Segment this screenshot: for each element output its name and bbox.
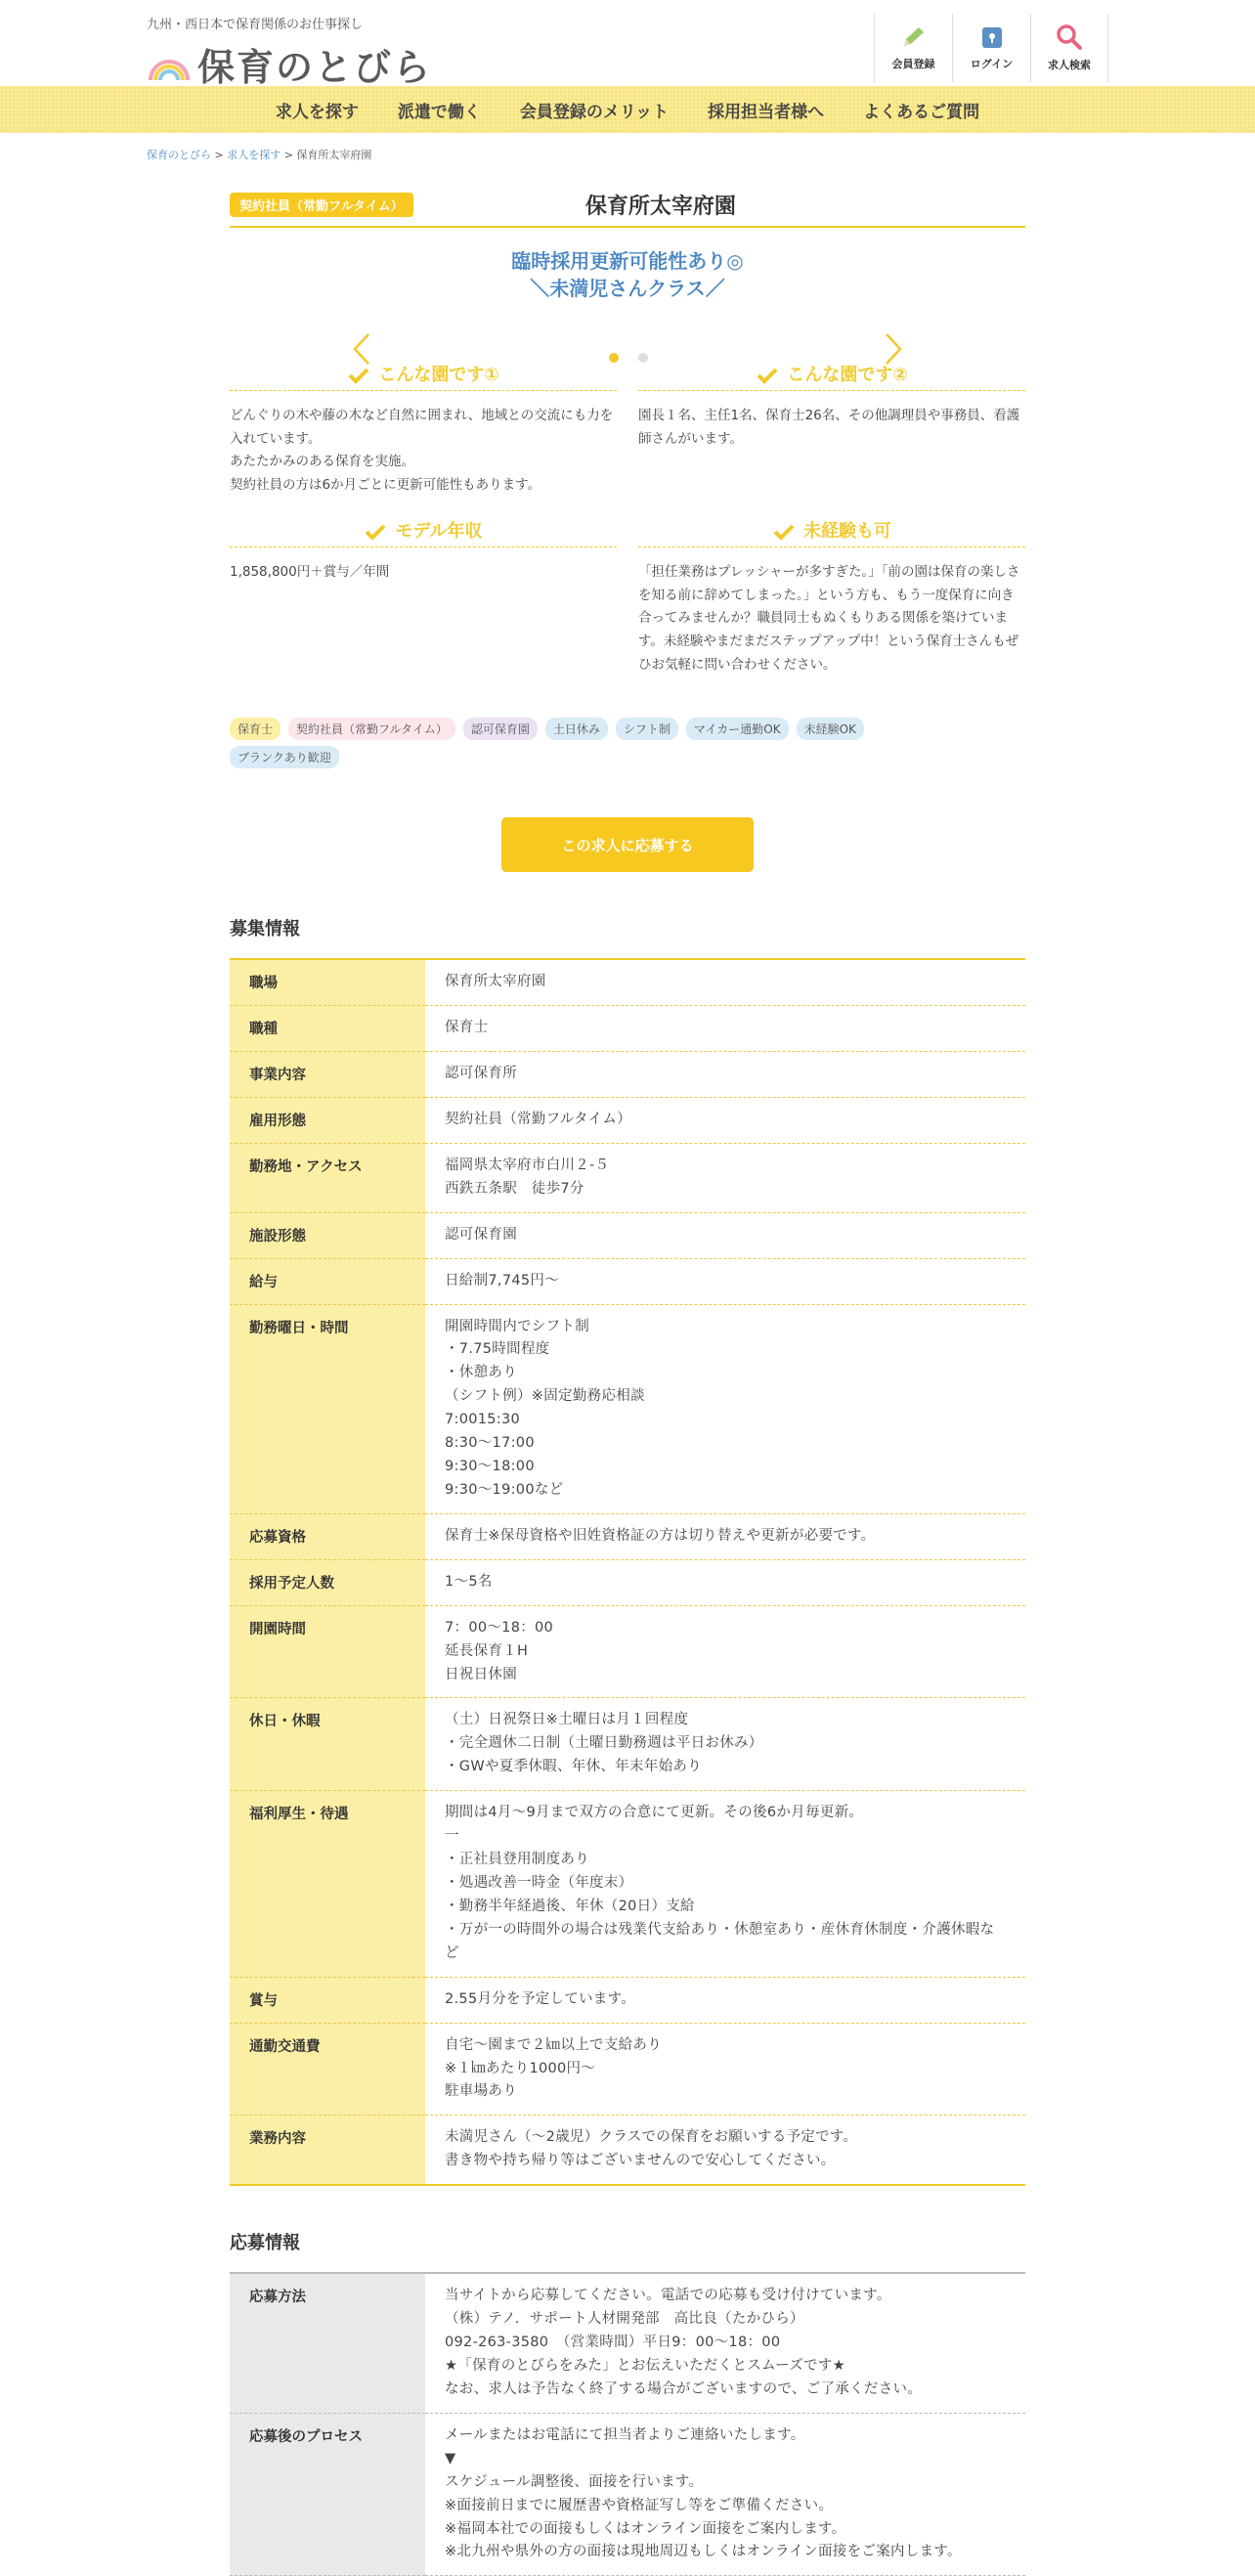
page-title: 保育所太宰府園 xyxy=(584,195,736,219)
model-income-card xyxy=(230,517,617,677)
check-icon xyxy=(756,367,779,384)
table-row xyxy=(230,1006,1025,1052)
table-row xyxy=(230,1258,1025,1304)
row-label: 給与 xyxy=(230,1258,425,1304)
row-label: 職種 xyxy=(230,1006,425,1052)
row-label: 採用予定人数 xyxy=(230,1559,425,1605)
row-label: 休日・休暇 xyxy=(230,1698,425,1791)
table-row xyxy=(230,959,1025,1005)
row-label: 業務内容 xyxy=(230,2116,425,2185)
table-row xyxy=(230,1212,1025,1258)
feature-text: 「担任業務はプレッシャーが多すぎた。」「前の園は保育の楽しさを知る前に辞めてしまった。」という方も、もう一度保育に向き合ってみませんか？職員同士もぬくもりある関係を築けています。未経験やまだまだステップアップ中！という保育士さんもぜひお気軽に問い合わせください。 xyxy=(638,564,1020,673)
feature-card xyxy=(230,361,617,498)
row-label: 応募方法 xyxy=(230,2273,425,2413)
table-row xyxy=(230,1097,1025,1143)
row-value: 開園時間内でシフト制 ・7.75時間程度 ・休憩あり （シフト例）※固定勤務応相談 7:0015:30 8:30～17:00 9:30～18:00 9:30～19:00など xyxy=(425,1304,1025,1513)
tag[interactable]: 契約社員（常勤フルタイム） xyxy=(288,718,455,740)
row-label: 職場 xyxy=(230,959,425,1005)
member-register-label: 会員登録 xyxy=(891,58,935,70)
row-value: 7：00～18：00 延長保育１H 日祝日休園 xyxy=(425,1605,1025,1698)
tag[interactable]: 保育士 xyxy=(230,718,281,740)
row-value: 保育所太宰府園 xyxy=(425,959,1025,1005)
nav-item-dispatch[interactable]: 派遣で働く xyxy=(397,102,481,122)
login-label: ログイン xyxy=(970,58,1014,70)
recruit-section-title: 募集情報 xyxy=(230,919,300,940)
nav-item-member-merits[interactable]: 会員登録のメリット xyxy=(519,102,670,122)
table-row xyxy=(230,1051,1025,1097)
row-label: 勤務曜日・時間 xyxy=(230,1304,425,1513)
row-label: 開園時間 xyxy=(230,1605,425,1698)
inexperienced-card xyxy=(638,517,1025,677)
row-value: 1～5名 xyxy=(425,1559,1025,1605)
table-row xyxy=(230,1698,1025,1791)
row-label: 通勤交通費 xyxy=(230,2023,425,2116)
application-table xyxy=(230,2272,1025,2576)
slider-dot-active[interactable] xyxy=(609,353,619,363)
row-label: 雇用形態 xyxy=(230,1097,425,1143)
tag[interactable]: 未経験OK xyxy=(797,718,864,740)
catch-line-1: 臨時採用更新可能性あり◎ xyxy=(511,249,744,273)
site-tagline: 九州・西日本で保育関係のお仕事探し xyxy=(147,18,364,32)
table-row xyxy=(230,1513,1025,1559)
row-label: 勤務地・アクセス xyxy=(230,1143,425,1212)
row-value: 未満児さん（～2歳児）クラスでの保育をお願いする予定です。 書き物や持ち帰り等はございませんので安心してください。 xyxy=(425,2116,1025,2185)
tag[interactable]: ブランクあり歓迎 xyxy=(230,746,339,768)
pencil-icon xyxy=(900,24,928,50)
nav-item-recruiters[interactable]: 採用担当者様へ xyxy=(708,102,825,122)
feature-text: 1,858,800円＋賞与／年間 xyxy=(230,564,390,580)
row-value: メールまたはお電話にて担当者よりご連絡いたします。 ▼ スケジュール調整後、面接を行います。 ※面接前日までに履歴書や資格証写し等をご準備ください。 ※福岡本社での面接もしくはオンライン面接をご案内します。 ※北九州や県外の方の面接は現地周辺もしくはオンライン面接をご案内します。 xyxy=(425,2413,1025,2576)
chevron-left-icon[interactable] xyxy=(347,331,376,367)
site-logo[interactable] xyxy=(147,37,432,91)
slider-dots xyxy=(609,353,648,363)
breadcrumb-separator: > xyxy=(281,149,297,161)
recruit-table xyxy=(230,958,1025,2186)
table-row xyxy=(230,1605,1025,1698)
tag[interactable]: 土日休み xyxy=(545,718,608,740)
table-row xyxy=(230,1791,1025,1977)
row-label: 施設形態 xyxy=(230,1212,425,1258)
feature-text: どんぐりの木や藤の木など自然に囲まれ、地域との交流にも力を入れています。 あたたかみのある保育を実施。 契約社員の方は6か月ごとに更新可能性もあります。 xyxy=(230,408,614,493)
row-value: 契約社員（常勤フルタイム） xyxy=(425,1097,1025,1143)
row-label: 賞与 xyxy=(230,1977,425,2023)
row-value: 自宅～園まで２㎞以上で支給あり ※１㎞あたり1000円～ 駐車場あり xyxy=(425,2023,1025,2116)
row-value: （土）日祝祭日※土曜日は月１回程度 ・完全週休二日制（土曜日勤務週は平日お休み） ・GWや夏季休暇、年休、年末年始あり xyxy=(425,1698,1025,1791)
table-row xyxy=(230,2273,1025,2413)
site-header xyxy=(0,0,1255,89)
slider-dot[interactable] xyxy=(638,353,648,363)
table-row xyxy=(230,1977,1025,2023)
employment-type-badge: 契約社員（常勤フルタイム） xyxy=(230,193,413,217)
row-value: 当サイトから応募してください。電話での応募も受け付けています。 （株）テノ．サポート人材開発部 高比良（たかひら） 092-263-3580 （営業時間）平日9：00～18：00 ★「保育のとびらをみた」とお伝えいただくとスムーズです★ なお、求人は予告なく終了する場合がございますので、ご了承ください。 xyxy=(425,2273,1025,2413)
tag[interactable]: 認可保育園 xyxy=(463,718,538,740)
feature-title: こんな園です① xyxy=(378,365,499,385)
check-icon xyxy=(347,367,370,384)
job-detail xyxy=(230,190,1025,2576)
row-label: 福利厚生・待遇 xyxy=(230,1791,425,1977)
row-label: 応募後のプロセス xyxy=(230,2413,425,2576)
breadcrumb-separator: > xyxy=(211,149,228,161)
table-row xyxy=(230,2413,1025,2576)
row-value: 2.55月分を予定しています。 xyxy=(425,1977,1025,2023)
row-label: 事業内容 xyxy=(230,1051,425,1097)
row-value: 保育士※保母資格や旧姓資格証の方は切り替えや更新が必要です。 xyxy=(425,1513,1025,1559)
feature-text: 園長１名、主任1名、保育士26名、その他調理員や事務員、看護師さんがいます。 xyxy=(638,408,1020,447)
row-value: 期間は4月～9月まで双方の合意にて更新。その後6か月毎更新。 一 ・正社員登用制度あり ・処遇改善一時金（年度末） ・勤務半年経過後、年休（20日）支給 ・万が一の時間外の場合は残業代支給あり・休憩室あり・産休育休制度・介護休暇など xyxy=(425,1791,1025,1977)
chevron-right-icon[interactable] xyxy=(879,331,908,367)
application-section-title: 応募情報 xyxy=(230,2233,300,2254)
breadcrumb-home[interactable]: 保育のとびら xyxy=(147,149,211,161)
nav-item-faq[interactable]: よくあるご質問 xyxy=(863,102,980,122)
global-nav xyxy=(0,86,1255,133)
feature-title: モデル年収 xyxy=(395,521,483,542)
catch-line-2: ＼未満児さんクラス／ xyxy=(530,277,725,300)
rainbow-logo-icon xyxy=(147,47,192,82)
feature-card xyxy=(638,361,1025,498)
row-value: 日給制7,745円～ xyxy=(425,1258,1025,1304)
breadcrumb xyxy=(147,133,1108,190)
job-title-row xyxy=(230,190,1025,228)
catch-copy xyxy=(230,247,1025,302)
table-row xyxy=(230,2116,1025,2185)
row-value: 福岡県太宰府市白川２-５ 西鉄五条駅 徒歩7分 xyxy=(425,1143,1025,1212)
tag[interactable]: シフト制 xyxy=(616,718,678,740)
row-label: 応募資格 xyxy=(230,1513,425,1559)
login-button[interactable] xyxy=(952,14,1030,82)
lock-icon xyxy=(979,24,1005,50)
row-value: 認可保育所 xyxy=(425,1051,1025,1097)
breadcrumb-current: 保育所太宰府園 xyxy=(296,149,372,161)
tag[interactable]: マイカー通勤OK xyxy=(686,718,789,740)
tag-list xyxy=(230,718,953,768)
feature-slider xyxy=(230,331,1025,527)
table-row xyxy=(230,1559,1025,1605)
job-search-label: 求人検索 xyxy=(1048,59,1091,71)
member-register-button[interactable] xyxy=(874,14,952,82)
table-row xyxy=(230,1143,1025,1212)
nav-item-find-jobs[interactable]: 求人を探す xyxy=(275,102,359,122)
row-value: 認可保育園 xyxy=(425,1212,1025,1258)
table-row xyxy=(230,1304,1025,1513)
feature-title: こんな園です② xyxy=(787,365,908,385)
table-row xyxy=(230,2023,1025,2116)
breadcrumb-search[interactable]: 求人を探す xyxy=(227,149,281,161)
feature-title: 未経験も可 xyxy=(803,521,891,542)
job-search-button[interactable] xyxy=(1030,14,1108,82)
row-value: 保育士 xyxy=(425,1006,1025,1052)
logo-text: 保育のとびら xyxy=(197,46,433,89)
apply-button[interactable]: この求人に応募する xyxy=(501,817,754,872)
search-icon xyxy=(1056,23,1083,51)
